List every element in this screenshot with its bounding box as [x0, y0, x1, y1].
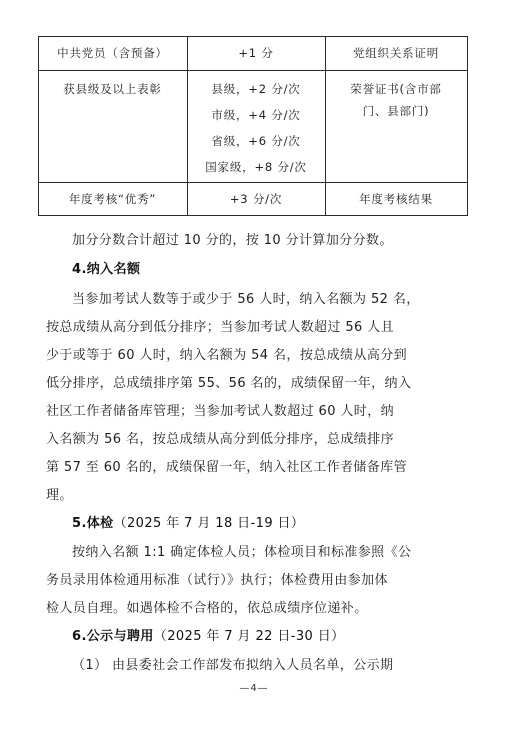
table-cell-proof: 年度考核结果: [359, 192, 433, 206]
paragraph-line: 低分排序，总成绩排序第 55、56 名的，成绩保留一年，纳入: [46, 376, 412, 391]
paragraph-line: 按纳入名额 1:1 确定体检人员；体检项目和标准参照《公: [72, 545, 412, 560]
paragraph-line: 务员录用体检通用标准（试行）》执行；体检费用由参加体: [46, 573, 388, 588]
table-cell-item: 获县级及以上表彰: [63, 82, 162, 96]
table-border-bottom: [38, 215, 468, 216]
section-heading-date: （2025 年 7 月 18 日-19 日）: [113, 516, 305, 531]
table-border-top: [38, 36, 468, 37]
table-cell-proof: 门、县部门): [362, 104, 430, 118]
table-column-divider: [325, 36, 326, 216]
section-heading-title: 6.公示与聘用: [72, 629, 154, 644]
table-cell-proof: 党组织关系证明: [352, 46, 440, 60]
table-cell-item: 年度考核“优秀”: [68, 192, 157, 206]
table-cell-score: 国家级，+8 分/次: [205, 160, 307, 174]
paragraph-line: 按总成绩从高分到低分排序；当参加考试人数超过 56 人且: [46, 320, 395, 335]
table-row-divider: [38, 70, 468, 71]
table-cell-score: +3 分/次: [229, 192, 283, 206]
paragraph-line: 理。: [46, 488, 73, 503]
section-heading-date: （2025 年 7 月 22 日-30 日）: [153, 629, 345, 644]
paragraph-line: 当参加考试人数等于或少于 56 人时，纳入名额为 52 名，: [72, 292, 420, 307]
table-cell-score: 市级，+4 分/次: [211, 108, 301, 122]
section-heading: [72, 258, 140, 277]
section-heading-title: 5.体检: [72, 516, 114, 531]
table-border-right: [467, 36, 468, 216]
page-number: —4—: [239, 683, 269, 694]
paragraph-line: 入名额为 56 名，按总成绩从高分到低分排序，总成绩排序: [46, 432, 395, 447]
table-border-left: [38, 36, 39, 216]
section-heading-title: 4.纳入名额: [72, 262, 141, 277]
table-cell-score: +1 分: [238, 46, 274, 60]
table-cell-score: 县级，+2 分/次: [211, 82, 301, 96]
bonus-points-table: [38, 36, 468, 216]
table-column-divider: [187, 36, 188, 216]
table-cell-score: 省级，+6 分/次: [211, 134, 301, 148]
section-heading: [72, 512, 304, 531]
paragraph-line: 检人员自理。如遇体检不合格的，依总成绩序位递补。: [46, 601, 368, 616]
table-cell-item: 中共党员（含预备）: [57, 46, 168, 60]
table-cell-proof: 荣誉证书(含市部: [350, 82, 442, 96]
bonus-cap-note: 加分分数合计超过 10 分的，按 10 分计算加分分数。: [72, 233, 393, 248]
paragraph-line: （1） 由县委社会工作部发布拟纳入人员名单，公示期: [72, 658, 394, 673]
paragraph-line: 社区工作者储备库管理；当参加考试人数超过 60 人时，纳: [46, 404, 395, 419]
paragraph-line: 第 57 至 60 名的，成绩保留一年，纳入社区工作者储备库管: [46, 460, 408, 475]
table-row-divider: [38, 182, 468, 183]
section-heading: [72, 625, 345, 644]
paragraph-line: 少于或等于 60 人时，纳入名额为 54 名，按总成绩从高分到: [46, 348, 408, 363]
